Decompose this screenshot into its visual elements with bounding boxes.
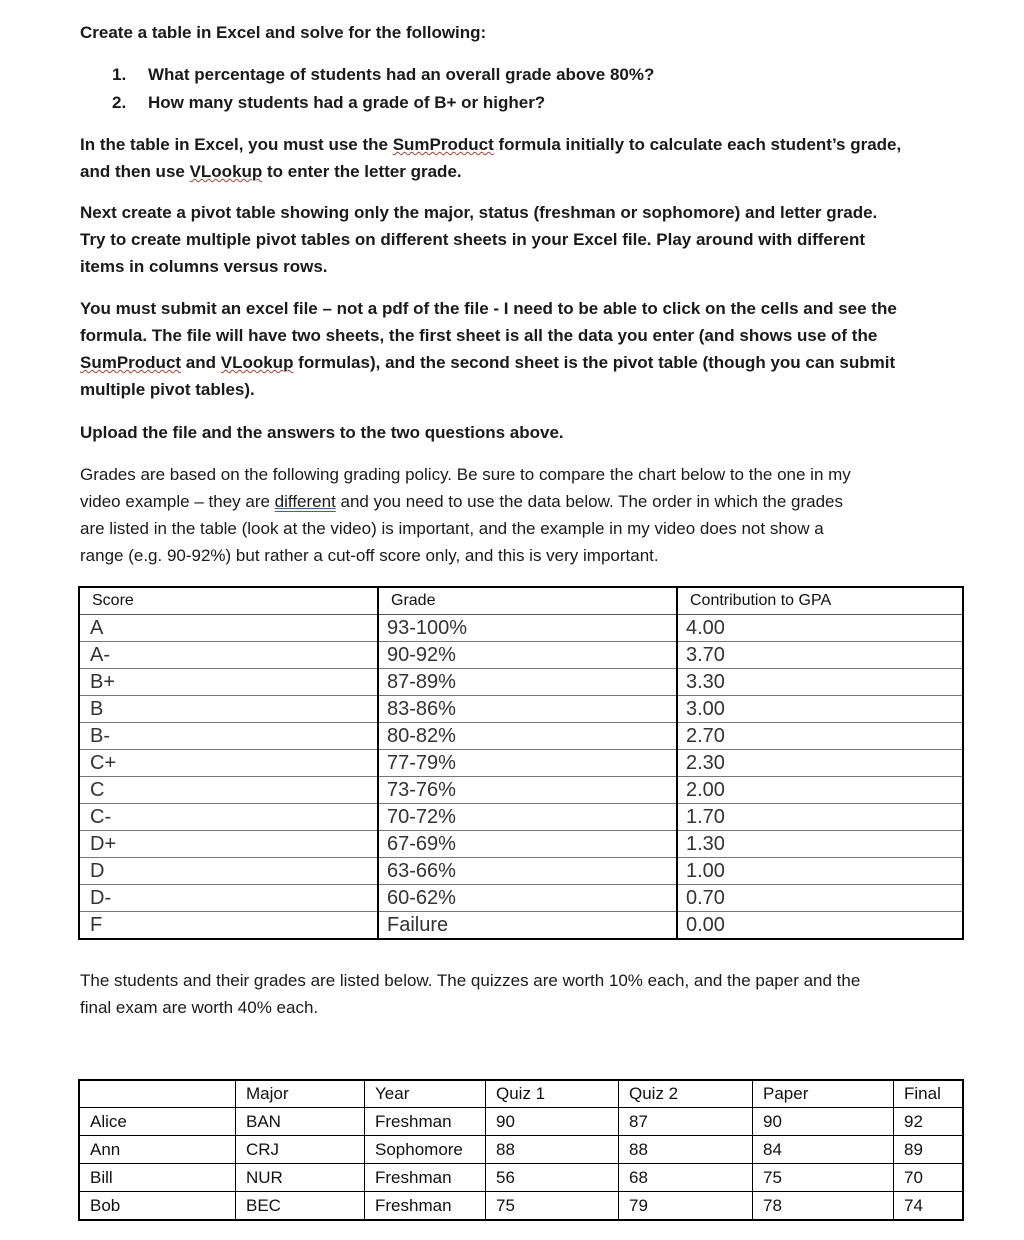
- grade-table-row: [79, 831, 963, 858]
- student-header-cell: Quiz 2: [619, 1080, 753, 1108]
- student-name-cell: Alice: [79, 1108, 236, 1136]
- gpa-cell: 0.00: [677, 912, 963, 940]
- student-header-cell: Paper: [753, 1080, 894, 1108]
- pivot-line: Next create a pivot table showing only the major, status (freshman or sophomore) and letter grade.: [80, 203, 878, 222]
- pivot-line: items in columns versus rows.: [80, 257, 328, 276]
- student-header-cell: Final: [894, 1080, 964, 1108]
- gpa-cell: 3.70: [677, 642, 963, 669]
- header-score: Score: [79, 587, 378, 615]
- student-table-header: [79, 1080, 963, 1108]
- instructions-text: to enter the letter grade.: [262, 162, 462, 181]
- grade-table-row: [79, 804, 963, 831]
- grade-range-cell: 73-76%: [378, 777, 677, 804]
- upload-instruction: Upload the file and the answers to the two questions above.: [80, 423, 564, 442]
- submit-and: and: [181, 353, 221, 372]
- students-intro-line: The students and their grades are listed below. The quizzes are worth 10% each, and the paper and the: [80, 971, 861, 990]
- grading-policy: [80, 461, 970, 569]
- pivot-instructions: [80, 199, 970, 280]
- submit-line: formula. The file will have two sheets, the first sheet is all the data you enter (and shows use of the: [80, 326, 878, 345]
- student-name-cell: Bill: [79, 1164, 236, 1192]
- grade-table-row: [79, 777, 963, 804]
- year-cell: Freshman: [365, 1164, 486, 1192]
- sumproduct-word: SumProduct: [392, 135, 494, 154]
- grade-table-row: [79, 615, 963, 642]
- question-2: [112, 89, 545, 116]
- question-2-text: How many students had a grade of B+ or higher?: [148, 93, 546, 112]
- final-cell: 92: [894, 1108, 964, 1136]
- question-1-text: What percentage of students had an overall grade above 80%?: [148, 65, 655, 84]
- student-row: [79, 1108, 963, 1136]
- year-cell: Sophomore: [365, 1136, 486, 1164]
- year-cell: Freshman: [365, 1192, 486, 1221]
- major-cell: BEC: [236, 1192, 365, 1221]
- paper-cell: 84: [753, 1136, 894, 1164]
- student-grades-table: [78, 1079, 964, 1221]
- grade-range-cell: 60-62%: [378, 885, 677, 912]
- score-cell: B: [79, 696, 378, 723]
- policy-text: and you need to use the data below. The order in which the grades: [335, 492, 843, 511]
- quiz2-cell: 88: [619, 1136, 753, 1164]
- gpa-cell: 0.70: [677, 885, 963, 912]
- grade-table-row: [79, 723, 963, 750]
- grade-table-row: [79, 669, 963, 696]
- score-cell: F: [79, 912, 378, 940]
- score-cell: A-: [79, 642, 378, 669]
- final-cell: 89: [894, 1136, 964, 1164]
- gpa-cell: 2.70: [677, 723, 963, 750]
- grade-range-cell: 83-86%: [378, 696, 677, 723]
- intro-heading: Create a table in Excel and solve for the following:: [80, 23, 487, 42]
- submit-instructions: [80, 295, 970, 403]
- policy-text: video example – they are: [80, 492, 275, 511]
- major-cell: CRJ: [236, 1136, 365, 1164]
- grade-range-cell: 87-89%: [378, 669, 677, 696]
- students-intro-line: final exam are worth 40% each.: [80, 998, 319, 1017]
- submit-line: multiple pivot tables).: [80, 380, 255, 399]
- student-row: [79, 1164, 963, 1192]
- quiz2-cell: 79: [619, 1192, 753, 1221]
- gpa-cell: 2.30: [677, 750, 963, 777]
- grade-table-row: [79, 696, 963, 723]
- header-grade: Grade: [378, 587, 677, 615]
- question-1-number: 1.: [112, 65, 127, 84]
- score-cell: C+: [79, 750, 378, 777]
- pivot-line: Try to create multiple pivot tables on different sheets in your Excel file. Play around with different: [80, 230, 865, 249]
- grade-range-cell: 77-79%: [378, 750, 677, 777]
- grade-range-cell: 63-66%: [378, 858, 677, 885]
- paper-cell: 78: [753, 1192, 894, 1221]
- student-header-cell: Quiz 1: [486, 1080, 619, 1108]
- paper-cell: 90: [753, 1108, 894, 1136]
- major-cell: BAN: [236, 1108, 365, 1136]
- paper-cell: 75: [753, 1164, 894, 1192]
- vlookup-word: VLookup: [189, 162, 263, 181]
- final-cell: 74: [894, 1192, 964, 1221]
- major-cell: NUR: [236, 1164, 365, 1192]
- grade-table-row: [79, 858, 963, 885]
- gpa-cell: 3.30: [677, 669, 963, 696]
- grade-table-row: [79, 912, 963, 940]
- grade-table-row: [79, 642, 963, 669]
- grade-scale-table: [78, 586, 964, 940]
- student-header-cell: [79, 1080, 236, 1108]
- student-row: [79, 1192, 963, 1221]
- gpa-cell: 2.00: [677, 777, 963, 804]
- score-cell: B+: [79, 669, 378, 696]
- score-cell: C: [79, 777, 378, 804]
- gpa-cell: 1.30: [677, 831, 963, 858]
- grade-range-cell: 80-82%: [378, 723, 677, 750]
- score-cell: D+: [79, 831, 378, 858]
- submit-line: You must submit an excel file – not a pdf of the file - I need to be able to click on the cells and see the: [80, 299, 897, 318]
- header-gpa: Contribution to GPA: [677, 587, 963, 615]
- student-row: [79, 1136, 963, 1164]
- score-cell: B-: [79, 723, 378, 750]
- policy-line: are listed in the table (look at the video) is important, and the example in my video does not show a: [80, 519, 824, 538]
- question-1: [112, 61, 654, 88]
- quiz1-cell: 75: [486, 1192, 619, 1221]
- grade-table-row: [79, 750, 963, 777]
- quiz1-cell: 90: [486, 1108, 619, 1136]
- grade-range-cell: 67-69%: [378, 831, 677, 858]
- grade-range-cell: 70-72%: [378, 804, 677, 831]
- score-cell: A: [79, 615, 378, 642]
- policy-line: [80, 488, 970, 515]
- quiz2-cell: 87: [619, 1108, 753, 1136]
- gpa-cell: 1.00: [677, 858, 963, 885]
- score-cell: C-: [79, 804, 378, 831]
- instructions-text: In the table in Excel, you must use the: [80, 135, 393, 154]
- students-intro: [80, 967, 970, 1021]
- sumproduct-word: SumProduct: [80, 353, 182, 372]
- grade-range-cell: 93-100%: [378, 615, 677, 642]
- quiz1-cell: 88: [486, 1136, 619, 1164]
- policy-line: range (e.g. 90-92%) but rather a cut-off score only, and this is very important.: [80, 546, 659, 565]
- score-cell: D: [79, 858, 378, 885]
- different-word: different: [274, 492, 336, 511]
- instructions-text: and then use: [80, 162, 190, 181]
- vlookup-word: VLookup: [220, 353, 294, 372]
- quiz2-cell: 68: [619, 1164, 753, 1192]
- gpa-cell: 4.00: [677, 615, 963, 642]
- score-cell: D-: [79, 885, 378, 912]
- quiz1-cell: 56: [486, 1164, 619, 1192]
- grade-range-cell: 90-92%: [378, 642, 677, 669]
- grade-table-header: [79, 587, 963, 615]
- student-header-cell: Year: [365, 1080, 486, 1108]
- submit-line: [80, 349, 970, 376]
- student-name-cell: Bob: [79, 1192, 236, 1221]
- student-header-cell: Major: [236, 1080, 365, 1108]
- question-2-number: 2.: [112, 93, 127, 112]
- final-cell: 70: [894, 1164, 964, 1192]
- grade-range-cell: Failure: [378, 912, 677, 940]
- instructions-text: formula initially to calculate each student’s grade,: [493, 135, 902, 154]
- gpa-cell: 3.00: [677, 696, 963, 723]
- policy-line: Grades are based on the following grading policy. Be sure to compare the chart below to the one in my: [80, 465, 851, 484]
- year-cell: Freshman: [365, 1108, 486, 1136]
- gpa-cell: 1.70: [677, 804, 963, 831]
- submit-rest: formulas), and the second sheet is the pivot table (though you can submit: [293, 353, 896, 372]
- student-name-cell: Ann: [79, 1136, 236, 1164]
- grade-table-row: [79, 885, 963, 912]
- instructions-formula: [80, 131, 970, 185]
